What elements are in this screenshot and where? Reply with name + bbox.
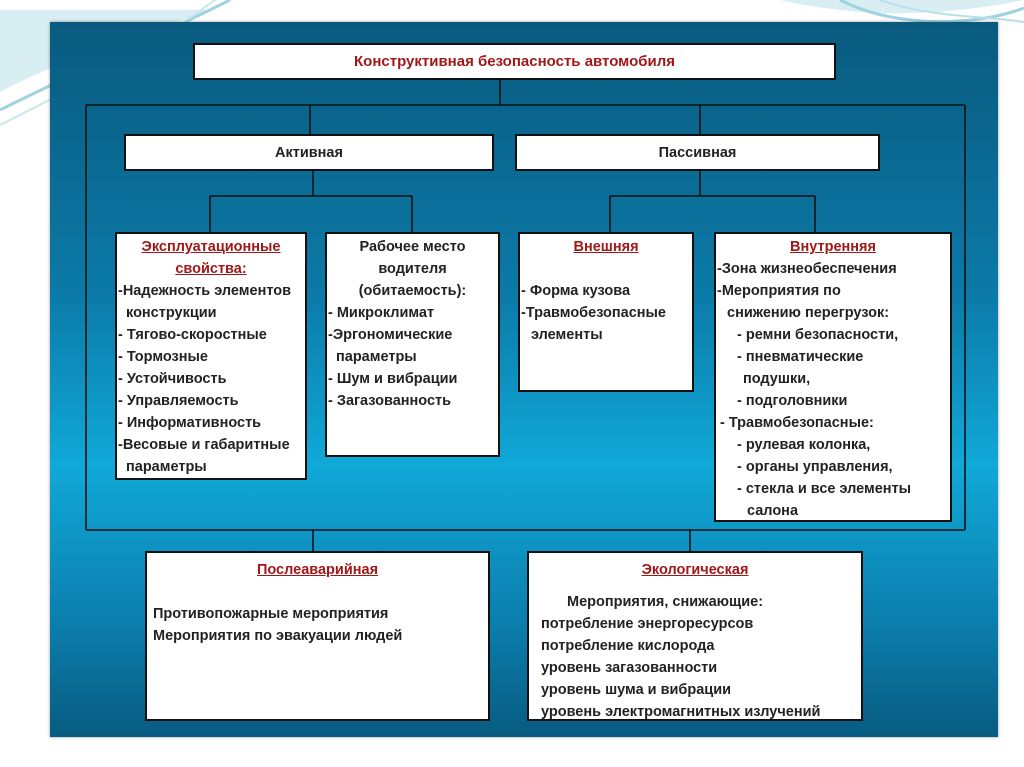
list-item: -Мероприятия по <box>717 283 841 299</box>
main-title: Конструктивная безопасность автомобиля <box>354 52 675 70</box>
list-item: Мероприятия по эвакуации людей <box>153 628 403 644</box>
list-item: конструкции <box>126 305 217 321</box>
list-item: уровень загазованности <box>541 660 718 676</box>
list-item: - Устойчивость <box>118 371 227 387</box>
internal-title: Внутренняя <box>790 239 876 255</box>
list-item: - Информативность <box>118 415 262 431</box>
main-title-box <box>193 43 836 80</box>
operational-title-1: Эксплуатационные <box>141 239 281 255</box>
list-item: - Форма кузова <box>521 283 631 299</box>
list-item: параметры <box>126 459 207 475</box>
active-label: Активная <box>275 144 343 161</box>
list-item: - Тягово-скоростные <box>118 327 267 343</box>
list-item: салона <box>747 503 799 519</box>
list-item: - подголовники <box>737 393 848 409</box>
list-item: потребление энергоресурсов <box>541 616 754 632</box>
list-item: элементы <box>531 327 603 343</box>
list-item: -Весовые и габаритные <box>118 437 290 453</box>
ecological-intro: Мероприятия, снижающие: <box>567 594 764 610</box>
list-item: - рулевая колонка, <box>737 437 871 453</box>
driver-workplace-box <box>325 232 500 457</box>
operational-title-2: свойства: <box>175 261 247 277</box>
list-item: - органы управления, <box>737 459 893 475</box>
operational-properties-box <box>115 232 307 480</box>
workplace-title-1: Рабочее место <box>359 239 466 255</box>
list-item: -Травмобезопасные <box>521 305 666 321</box>
list-item: - Управляемость <box>118 393 239 409</box>
external-box <box>518 232 694 392</box>
list-item: - Шум и вибрации <box>328 371 458 387</box>
workplace-title-2: водителя <box>378 261 447 277</box>
internal-box <box>714 232 952 522</box>
list-item: - пневматические <box>737 349 864 365</box>
list-item: - ремни безопасности, <box>737 327 899 343</box>
post-accident-box <box>145 551 490 721</box>
ecological-box <box>527 551 863 721</box>
list-item: уровень шума и вибрации <box>541 682 732 698</box>
list-item: - Травмобезопасные: <box>720 415 874 431</box>
list-item: Противопожарные мероприятия <box>153 606 389 622</box>
list-item: -Зона жизнеобеспечения <box>717 261 897 277</box>
list-item: снижению перегрузок: <box>727 305 890 321</box>
passive-label: Пассивная <box>658 144 737 161</box>
list-item: потребление кислорода <box>541 638 715 654</box>
passive-box <box>515 134 880 171</box>
list-item: подушки, <box>743 371 811 387</box>
external-title: Внешняя <box>573 239 639 255</box>
ecological-title: Экологическая <box>641 562 749 578</box>
list-item: - Микроклимат <box>328 305 435 321</box>
list-item: -Эргономические <box>328 327 453 343</box>
list-item: уровень электромагнитных излучений <box>541 704 821 720</box>
list-item: -Надежность элементов <box>118 283 292 299</box>
list-item: - Тормозные <box>118 349 208 365</box>
post-accident-title: Послеаварийная <box>256 562 379 578</box>
list-item: - Загазованность <box>328 393 452 409</box>
workplace-title-3: (обитаемость): <box>358 283 467 299</box>
list-item: параметры <box>336 349 417 365</box>
active-box <box>124 134 494 171</box>
list-item: - стекла и все элементы <box>737 481 912 497</box>
